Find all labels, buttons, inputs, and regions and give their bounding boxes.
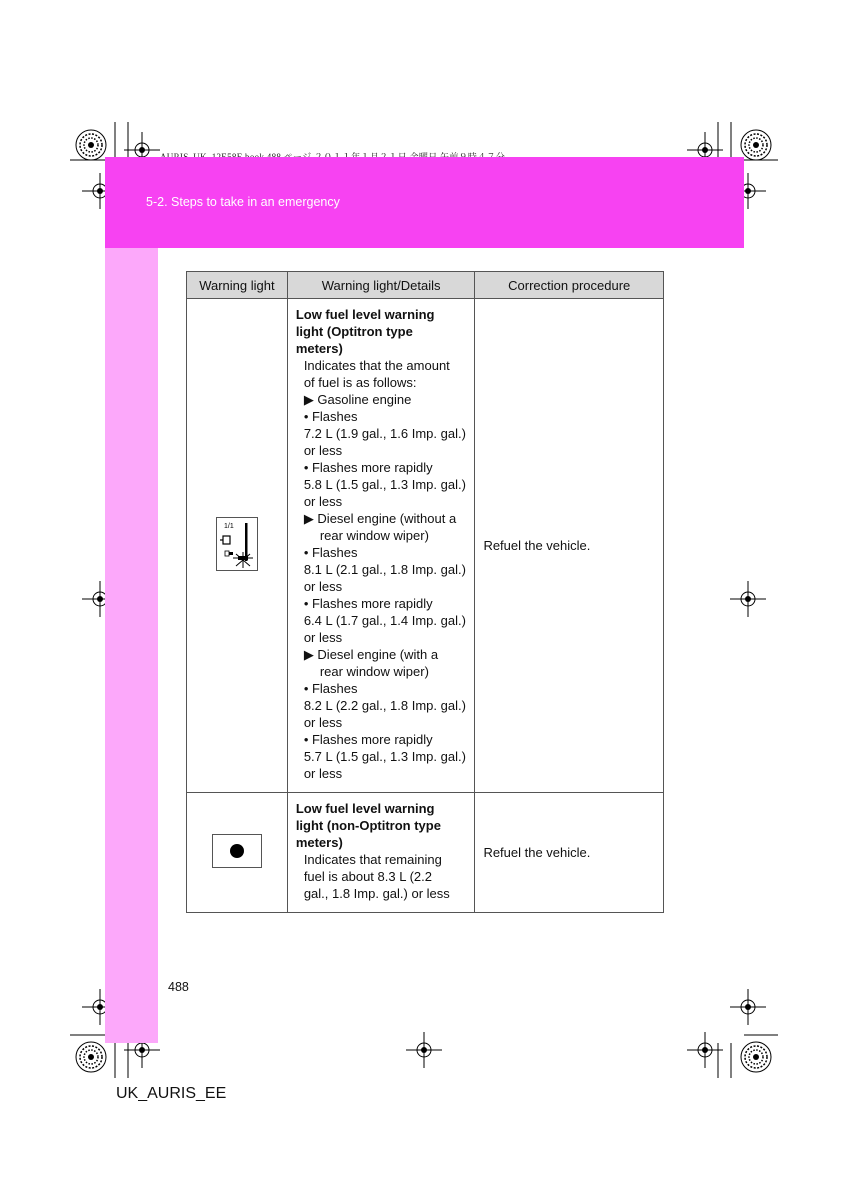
header-warning-light: Warning light xyxy=(187,272,288,299)
warning-light-cell xyxy=(187,299,288,793)
details-line: • Flashes xyxy=(303,409,358,424)
details-line: or less xyxy=(303,443,343,458)
details-block xyxy=(288,299,475,792)
details-line: rear window wiper) xyxy=(319,664,429,679)
details-title-line: Low fuel level warning xyxy=(295,307,435,322)
details-line: or less xyxy=(303,766,343,781)
details-line: rear window wiper) xyxy=(319,528,429,543)
warning-light-cell xyxy=(187,793,288,913)
side-band xyxy=(105,248,158,1043)
details-line: • Flashes more rapidly xyxy=(303,732,433,747)
details-line: • Flashes more rapidly xyxy=(303,460,433,475)
header-details: Warning light/Details xyxy=(287,272,475,299)
details-line: ▶ Diesel engine (without a xyxy=(303,511,457,526)
details-line: 6.4 L (1.7 gal., 1.4 Imp. gal.) xyxy=(303,613,466,628)
footer-code: UK_AURIS_EE xyxy=(116,1085,227,1102)
details-line: or less xyxy=(303,494,343,509)
details-line: 8.1 L (2.1 gal., 1.8 Imp. gal.) xyxy=(303,562,466,577)
details-line: or less xyxy=(303,715,343,730)
details-line: gal., 1.8 Imp. gal.) or less xyxy=(303,886,450,901)
details-title-line: light (Optitron type xyxy=(295,324,413,339)
warning-dot-icon xyxy=(212,834,262,868)
details-title-line: Low fuel level warning xyxy=(295,801,435,816)
header-correction: Correction procedure xyxy=(475,272,664,299)
details-line: • Flashes more rapidly xyxy=(303,596,433,611)
correction-cell: Refuel the vehicle. xyxy=(475,793,664,913)
details-line: 5.7 L (1.5 gal., 1.3 Imp. gal.) xyxy=(303,749,466,764)
details-line: Indicates that remaining xyxy=(303,852,442,867)
warning-light-table xyxy=(186,271,664,913)
section-title: 5-2. Steps to take in an emergency xyxy=(146,195,340,209)
details-title-line: light (non-Optitron type xyxy=(295,818,441,833)
details-line: 8.2 L (2.2 gal., 1.8 Imp. gal.) xyxy=(303,698,466,713)
details-cell xyxy=(287,793,475,913)
details-title-line: meters) xyxy=(295,341,343,356)
table-header-row xyxy=(187,272,664,299)
details-line: or less xyxy=(303,630,343,645)
fuel-gauge-icon xyxy=(216,517,258,571)
details-line: • Flashes xyxy=(303,681,358,696)
details-title-line: meters) xyxy=(295,835,343,850)
correction-cell: Refuel the vehicle. xyxy=(475,299,664,793)
details-line: ▶ Gasoline engine xyxy=(303,392,412,407)
details-line: ▶ Diesel engine (with a xyxy=(303,647,439,662)
details-line: 5.8 L (1.5 gal., 1.3 Imp. gal.) xyxy=(303,477,466,492)
details-line: 7.2 L (1.9 gal., 1.6 Imp. gal.) xyxy=(303,426,466,441)
details-cell xyxy=(287,299,475,793)
details-line: or less xyxy=(303,579,343,594)
table-row xyxy=(187,793,664,913)
details-line: of fuel is as follows: xyxy=(303,375,417,390)
details-block xyxy=(288,793,475,912)
details-line: • Flashes xyxy=(303,545,358,560)
fuel-gauge-label: 1/1 xyxy=(223,523,234,530)
details-line: Indicates that the amount xyxy=(303,358,450,373)
page-number: 488 xyxy=(168,980,189,994)
details-line: fuel is about 8.3 L (2.2 xyxy=(303,869,432,884)
table-row xyxy=(187,299,664,793)
dot-shape xyxy=(230,844,244,858)
